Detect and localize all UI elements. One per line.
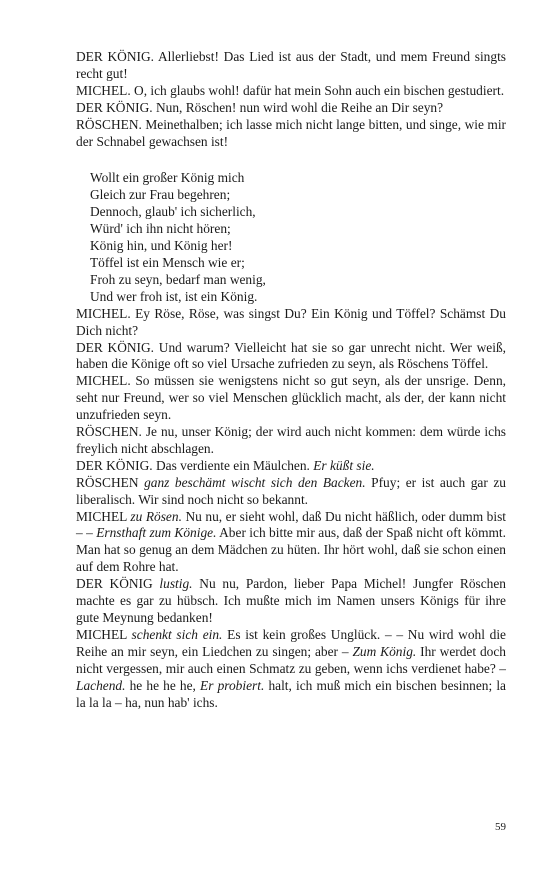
verse-line: Froh zu seyn, bedarf man wenig,: [90, 271, 266, 287]
dialogue-paragraph: [76, 424, 506, 458]
dialogue-paragraph: [76, 306, 506, 340]
verse-line: Wollt ein großer König mich: [90, 170, 245, 186]
stage-direction: schenkt sich ein.: [131, 626, 223, 642]
dialogue-paragraph: [76, 373, 506, 424]
dialogue-text: RÖSCHEN. Meinethalben; ich lasse mich nicht lange bitten, und singe, wie mir der Schnabel gewachsen ist!: [76, 116, 506, 149]
dialogue-paragraph: [76, 100, 506, 117]
stage-direction: zu Rösen.: [130, 508, 182, 524]
stage-direction: ganz beschämt wischt sich den Backen.: [144, 474, 366, 490]
page-text: [76, 49, 506, 711]
dialogue-paragraph: [76, 458, 506, 475]
dialogue-paragraph: [76, 340, 506, 374]
verse-line: Töffel ist ein Mensch wie er;: [90, 254, 245, 270]
dialogue-after-song: [76, 306, 506, 712]
dialogue-text: MICHEL. O, ich glaubs wohl! dafür hat mein Sohn auch ein bischen gestudiert.: [76, 82, 505, 98]
dialogue-text: MICHEL: [76, 626, 132, 642]
stage-direction: lustig.: [159, 576, 193, 592]
dialogue-paragraph: [76, 475, 506, 509]
dialogue-text: Ihr werdet doch nicht vergessen, mir auch einen Schmatz zu geben, wenn ichs verdienet habe? –: [76, 643, 507, 676]
verse-line: Und wer froh ist, ist ein König.: [90, 288, 258, 304]
dialogue-text: MICHEL: [76, 508, 131, 524]
verse-line: Würd' ich ihn nicht hören;: [90, 221, 231, 237]
dialogue-text: Nu nu, Pardon, lieber Papa Michel! Jungfer Röschen machte es gar zu hübsch. Ich mußte mich im Namen unsers Königs für ihre gute Meynung bedanken!: [76, 576, 506, 625]
dialogue-text: DER KÖNIG. Allerliebst! Das Lied ist aus der Stadt, und mem Freund singts recht gut!: [76, 49, 506, 81]
dialogue-before-song: [76, 49, 506, 150]
dialogue-text: DER KÖNIG. Und warum? Vielleicht hat sie so gar unrecht nicht. Wer weiß, haben die Könige oft so viel Ursache zufrieden zu seyn, als Röschens Töffel.: [76, 339, 506, 372]
dialogue-text: Nu nu, er sieht wohl, daß Du nicht häßlich, oder dumm bist – –: [76, 508, 507, 541]
dialogue-text: DER KÖNIG. Nun, Röschen! nun wird wohl die Reihe an Dir seyn?: [76, 99, 444, 115]
verse-line: Dennoch, glaub' ich sicherlich,: [90, 204, 256, 220]
verse-line: Gleich zur Frau begehren;: [90, 187, 231, 203]
dialogue-text: DER KÖNIG. Das verdiente ein Mäulchen.: [76, 457, 314, 473]
stage-direction: Ernsthaft zum Könige.: [96, 525, 217, 541]
dialogue-text: RÖSCHEN. Je nu, unser König; der wird auch nicht kommen: dem würde ichs freylich nicht abschlagen.: [76, 424, 506, 456]
dialogue-paragraph: [76, 576, 506, 627]
dialogue-text: halt, ich muß mich ein bischen besinnen; la la la la – ha, nun hab' ichs.: [76, 677, 506, 710]
dialogue-paragraph: [76, 627, 506, 712]
dialogue-text: Aber ich bitte mir aus, daß der Spaß nicht oft kömmt. Man hat so genug an dem Mädchen zu hüten. Ihr hört wohl, daß sie schon einen auf dem Rohre hat.: [76, 525, 506, 575]
page-number: 59: [495, 821, 506, 833]
dialogue-text: MICHEL. So müssen sie wenigstens nicht so gut seyn, als der unsrige. Denn, seht nur Freund, wer so viel Menschen glücklich macht, als der, der kann nicht unzufrieden seyn.: [76, 373, 506, 423]
dialogue-paragraph: [76, 117, 506, 151]
dialogue-text: Es ist kein großes Unglück. – – Nu wird wohl die Reihe an mir seyn, ein Liedchen zu singen; aber –: [76, 626, 506, 659]
stage-direction: Lachend.: [76, 677, 126, 693]
stage-direction: Er probiert.: [200, 677, 265, 693]
stage-direction: Zum König.: [352, 643, 417, 659]
verse-line: König hin, und König her!: [90, 238, 233, 254]
song-verse: [90, 170, 506, 305]
dialogue-paragraph: [76, 83, 506, 100]
dialogue-paragraph: [76, 49, 506, 83]
dialogue-paragraph: [76, 509, 506, 577]
dialogue-text: Pfuy; er ist auch gar zu liberalisch. Wir sind noch nicht so bekannt.: [76, 474, 507, 507]
stage-direction: Er küßt sie.: [313, 457, 375, 473]
dialogue-text: MICHEL. Ey Röse, Röse, was singst Du? Ein König und Töffel? Schämst Du Dich nicht?: [76, 305, 506, 338]
dialogue-text: DER KÖNIG: [76, 576, 160, 592]
dialogue-text: RÖSCHEN: [76, 474, 145, 490]
dialogue-text: he he he he,: [125, 677, 201, 693]
